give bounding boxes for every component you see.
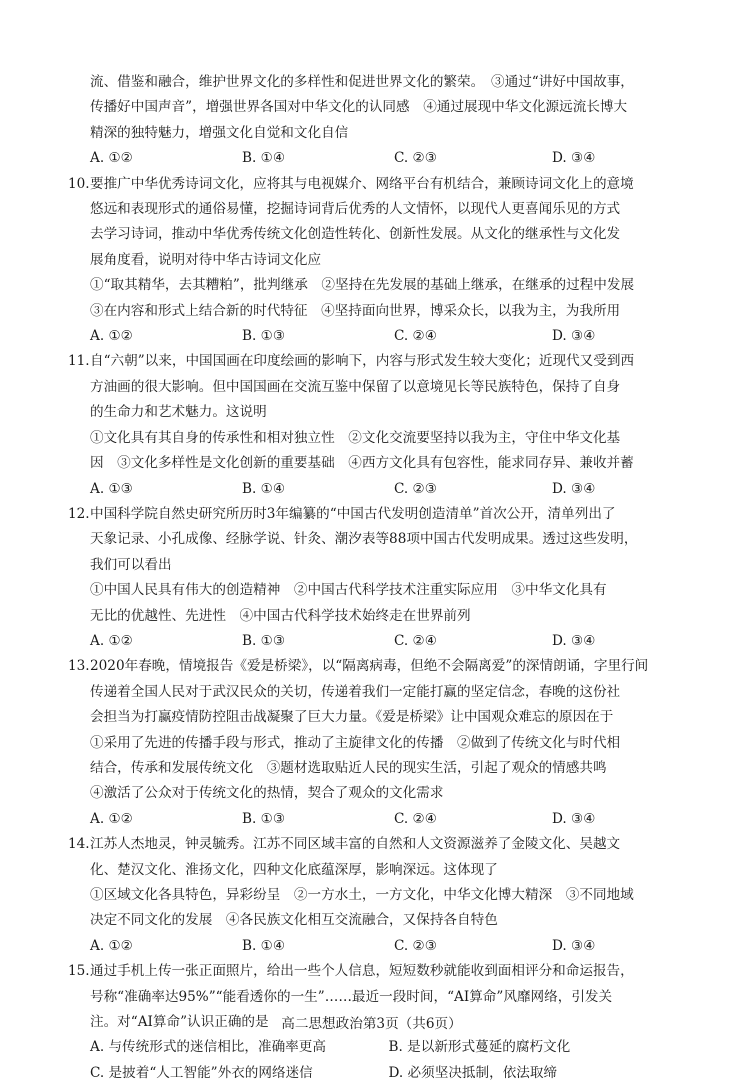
option-d: D. ③④ bbox=[552, 328, 596, 345]
question-stem-line bbox=[68, 502, 687, 527]
question-stem-text: 号称“准确率达95%”“能看透你的一生”……最近一段时间，“AI算命”风靡网络，引发关 bbox=[90, 988, 613, 1005]
question-stem-text: 方油画的很大影响。但中国国画在交流互鉴中保留了以意境见长等民族特色，保持了自身 bbox=[90, 378, 621, 395]
text-line: 流、借鉴和融合，维护世界文化的多样性和促进世界文化的繁荣。 ③通过“讲好中国故事， bbox=[90, 74, 634, 90]
option-b: B. ①④ bbox=[242, 480, 286, 497]
option-d: D. ③④ bbox=[552, 810, 596, 827]
option-d: D. 必须坚决抵制，依法取缔 bbox=[388, 1064, 558, 1081]
question-stem-line bbox=[79, 375, 687, 400]
option-c: C. ②④ bbox=[394, 810, 437, 827]
option-d: D. ③④ bbox=[552, 632, 596, 649]
option-c: C. ②④ bbox=[394, 632, 437, 649]
question-stem-text: 展角度看，说明对待中华古诗词文化应 bbox=[90, 251, 322, 268]
statement-line: 决定不同文化的发展 ④各民族文化相互交流融合，又保持各自特色 bbox=[90, 912, 498, 929]
option-a: A. ①② bbox=[90, 937, 133, 954]
statement-line: ①中国人民具有伟大的创造精神 ②中国古代科学技术注重实际应用 ③中华文化具有 bbox=[90, 582, 607, 599]
option-d: D. ③④ bbox=[552, 150, 596, 167]
answer-options-row bbox=[79, 1061, 687, 1086]
question-stem-line bbox=[68, 959, 687, 984]
question-stem-text: 去学习诗词，推动中华优秀传统文化创造性转化、创新性发展。从文化的继承性与文化发 bbox=[90, 226, 621, 243]
statement-line: ①文化具有其自身的传承性和相对独立性 ②文化交流要坚持以我为主，守住中华文化基 bbox=[90, 429, 621, 446]
question-stem-text: 江苏人杰地灵，钟灵毓秀。江苏不同区域丰富的自然和人文资源滋养了金陵文化、吴越文 bbox=[90, 836, 621, 853]
question-stem-line bbox=[79, 248, 687, 273]
question-stem-text: 化、楚汉文化、淮扬文化，四种文化底蕴深厚，影响深远。这体现了 bbox=[90, 861, 498, 878]
option-a: A. ①② bbox=[90, 150, 133, 167]
question-list bbox=[68, 172, 687, 1086]
question-stem-line bbox=[79, 222, 687, 247]
question-number: 11. bbox=[68, 353, 90, 370]
statement-line: ①采用了先进的传播手段与形式，推动了主旋律文化的传播 ②做到了传统文化与时代相 bbox=[90, 734, 621, 751]
option-a: A. 与传统形式的迷信相比，准确率更高 bbox=[90, 1039, 326, 1056]
question-number: 15. bbox=[68, 963, 90, 980]
statement-line: ④激活了公众对于传统文化的热情，契合了观众的文化需求 bbox=[90, 785, 444, 802]
text-line: 精深的独特魅力，增强文化自觉和文化自信 bbox=[90, 124, 349, 141]
question-stem-text: 要推广中华优秀诗词文化，应将其与电视媒介、网络平台有机结合，兼顾诗词文化上的意境 bbox=[90, 175, 634, 192]
question-number: 10. bbox=[68, 175, 90, 192]
option-d: D. ③④ bbox=[552, 937, 596, 954]
option-b: B. 是以新形式蔓延的腐朽文化 bbox=[388, 1039, 571, 1056]
option-b: B. ①③ bbox=[242, 632, 286, 649]
question-stem-text: 悠远和表现形式的通俗易懂，挖掘诗词背后优秀的人文情怀，以现代人更喜闻乐见的方式 bbox=[90, 201, 621, 218]
option-d: D. ③④ bbox=[552, 480, 596, 497]
question-stem-line bbox=[68, 172, 687, 197]
option-c: C. ②③ bbox=[394, 480, 437, 497]
question-stem-text: 传递着全国人民对于武汉民众的关切，传递着我们一定能打赢的坚定信念，春晚的这份社 bbox=[90, 683, 621, 700]
question-number: 14. bbox=[68, 836, 90, 853]
option-a: A. ①② bbox=[90, 328, 133, 345]
question-12 bbox=[68, 502, 687, 654]
question-13 bbox=[68, 654, 687, 832]
option-a: A. ①② bbox=[90, 632, 133, 649]
option-a: A. ①③ bbox=[90, 480, 133, 497]
option-b: B. ①④ bbox=[242, 937, 286, 954]
question-stem-line bbox=[79, 858, 687, 883]
question-stem-text: 我们可以看出 bbox=[90, 556, 172, 573]
answer-options bbox=[79, 146, 687, 171]
question-stem-text: 2020年春晚，情境报告《爱是桥梁》，以“隔离病毒，但绝不会隔离爱”的深情朗诵，字里行间 bbox=[90, 658, 649, 675]
answer-options bbox=[79, 629, 687, 654]
question-stem-line bbox=[79, 985, 687, 1010]
option-c: C. ②③ bbox=[394, 937, 437, 954]
answer-options bbox=[79, 934, 687, 959]
statement-line: 无比的优越性、先进性 ④中国古代科学技术始终走在世界前列 bbox=[90, 607, 471, 624]
question-stem-line bbox=[68, 349, 687, 374]
option-b: B. ①④ bbox=[242, 150, 286, 167]
option-c: C. 是披着“人工智能”外衣的网络迷信 bbox=[90, 1064, 313, 1081]
question-stem-text: 会担当为打赢疫情防控阻击战凝聚了巨大力量。《爱是桥梁》让中国观众难忘的原因在于 bbox=[90, 709, 614, 726]
question-stem-line bbox=[79, 527, 687, 552]
question-stem-text: 通过手机上传一张正面照片，给出一些个人信息，短短数秒就能收到面相评分和命运报告， bbox=[90, 963, 634, 980]
question-stem-line bbox=[79, 400, 687, 425]
question-9-continuation bbox=[79, 70, 687, 172]
question-number: 13. bbox=[68, 658, 90, 675]
option-a: A. ①② bbox=[90, 810, 133, 827]
statement-line: ①“取其精华，去其糟粕”，批判继承 ②坚持在先发展的基础上继承，在继承的过程中发展 bbox=[90, 277, 635, 294]
option-b: B. ①③ bbox=[242, 810, 286, 827]
answer-options bbox=[79, 477, 687, 502]
statement-line: ③在内容和形式上结合新的时代特征 ④坚持面向世界，博采众长，以我为主，为我所用 bbox=[90, 302, 621, 319]
option-c: C. ②④ bbox=[394, 328, 437, 345]
question-stem-line bbox=[68, 832, 687, 857]
text-line: 传播好中国声音”，增强世界各国对中华文化的认同感 ④通过展现中华文化源远流长博大 bbox=[90, 99, 628, 116]
question-stem-line bbox=[68, 654, 687, 679]
answer-options bbox=[79, 807, 687, 832]
question-stem-line bbox=[79, 553, 687, 578]
option-b: B. ①③ bbox=[242, 328, 286, 345]
question-stem-text: 注。对“AI算命”认识正确的是 bbox=[90, 1014, 269, 1031]
answer-options-row bbox=[79, 1035, 687, 1060]
option-c: C. ②③ bbox=[394, 150, 437, 167]
statement-line: ①区域文化各具特色，异彩纷呈 ②一方水土，一方文化，中华文化博大精深 ③不同地域 bbox=[90, 887, 634, 903]
page-footer: 高二思想政治第3页（共6页） bbox=[281, 1016, 462, 1032]
question-stem-text: 天象记录、小孔成像、经脉学说、针灸、潮汐表等88项中国古代发明成果。透过这些发明， bbox=[90, 531, 638, 548]
question-stem-line bbox=[79, 197, 687, 222]
question-10 bbox=[68, 172, 687, 350]
question-14 bbox=[68, 832, 687, 959]
question-stem-text: 的生命力和艺术魅力。这说明 bbox=[90, 404, 267, 421]
question-11 bbox=[68, 349, 687, 501]
answer-options bbox=[79, 324, 687, 349]
statement-line: 因 ③文化多样性是文化创新的重要基础 ④西方文化具有包容性，能求同存异、兼收并蓄 bbox=[90, 455, 634, 472]
question-number: 12. bbox=[68, 505, 90, 522]
question-stem-text: 中国科学院自然史研究所历时3年编纂的“中国古代发明创造清单”首次公开，清单列出了 bbox=[90, 505, 616, 522]
question-stem-line bbox=[79, 705, 687, 730]
question-stem-line bbox=[79, 680, 687, 705]
question-stem-text: 自“六朝”以来，中国国画在印度绘画的影响下，内容与形式发生较大变化；近现代又受到西 bbox=[90, 353, 635, 370]
statement-line: 结合，传承和发展传统文化 ③题材选取贴近人民的现实生活，引起了观众的情感共鸣 bbox=[90, 759, 607, 776]
